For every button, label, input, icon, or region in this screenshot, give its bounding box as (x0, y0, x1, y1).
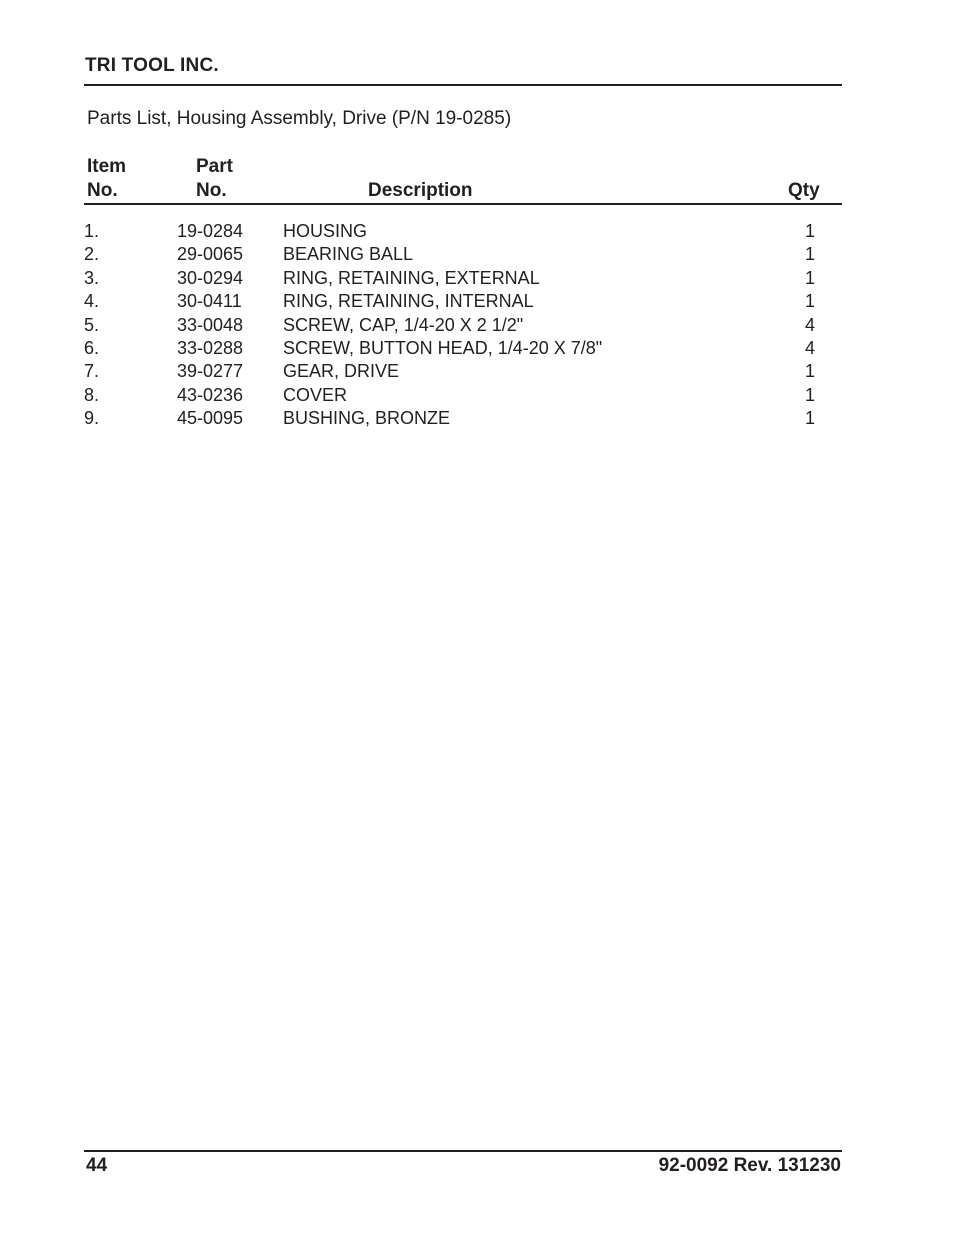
table-row (0, 267, 954, 290)
part-number: 30-0411 (177, 291, 242, 312)
part-number: 43-0236 (177, 384, 244, 405)
part-number: 45-0095 (177, 408, 244, 429)
part-number: 30-0294 (177, 267, 244, 288)
part-description: GEAR, DRIVE (283, 361, 400, 382)
table-row (0, 407, 954, 430)
table-row (0, 384, 954, 407)
item-number: 7. (84, 361, 100, 382)
part-number: 39-0277 (177, 361, 244, 382)
part-description: SCREW, BUTTON HEAD, 1/4-20 X 7/8" (283, 337, 603, 358)
part-description: RING, RETAINING, EXTERNAL (283, 267, 540, 288)
part-qty: 1 (804, 384, 815, 405)
table-row (0, 337, 954, 360)
part-qty: 4 (804, 337, 815, 358)
company-name: TRI TOOL INC. (85, 55, 219, 76)
part-qty: 4 (804, 314, 815, 335)
part-qty: 1 (804, 244, 815, 265)
column-header-part-line1: Part (196, 156, 233, 177)
part-number: 29-0065 (177, 244, 244, 265)
part-number: 33-0048 (177, 314, 244, 335)
header-rule (84, 84, 842, 86)
part-qty: 1 (804, 267, 815, 288)
part-number: 33-0288 (177, 337, 244, 358)
part-description: RING, RETAINING, INTERNAL (283, 291, 534, 312)
item-number: 1. (84, 221, 100, 241)
part-description: BEARING BALL (283, 244, 414, 265)
column-header-qty: Qty (788, 180, 820, 201)
page-number: 44 (86, 1155, 108, 1176)
parts-table-body (0, 220, 954, 431)
column-header-part (196, 155, 233, 203)
column-header-item-line2: No. (87, 180, 118, 201)
part-qty: 1 (804, 408, 815, 429)
part-qty: 1 (804, 361, 815, 382)
part-description: COVER (283, 384, 348, 405)
part-qty: 1 (804, 221, 815, 241)
column-header-description: Description (368, 180, 473, 201)
item-number: 5. (84, 314, 100, 335)
table-row (0, 220, 954, 243)
part-number: 19-0284 (177, 221, 244, 241)
column-header-part-line2: No. (196, 180, 227, 201)
item-number: 3. (84, 267, 100, 288)
footer-rule (84, 1150, 842, 1152)
part-description: HOUSING (283, 221, 368, 241)
item-number: 4. (84, 291, 100, 312)
table-header-rule (84, 203, 842, 205)
part-description: SCREW, CAP, 1/4-20 X 2 1/2" (283, 314, 524, 335)
table-row (0, 360, 954, 383)
table-row (0, 314, 954, 337)
item-number: 6. (84, 337, 100, 358)
item-number: 9. (84, 408, 100, 429)
table-row (0, 290, 954, 313)
part-qty: 1 (804, 291, 815, 312)
item-number: 8. (84, 384, 100, 405)
column-header-item-line1: Item (87, 156, 127, 177)
part-description: BUSHING, BRONZE (283, 408, 451, 429)
item-number: 2. (84, 244, 100, 265)
column-header-item (87, 155, 126, 203)
document-revision: 92-0092 Rev. 131230 (658, 1155, 841, 1176)
table-row (0, 243, 954, 266)
section-title: Parts List, Housing Assembly, Drive (P/N 19-0285) (87, 108, 512, 129)
